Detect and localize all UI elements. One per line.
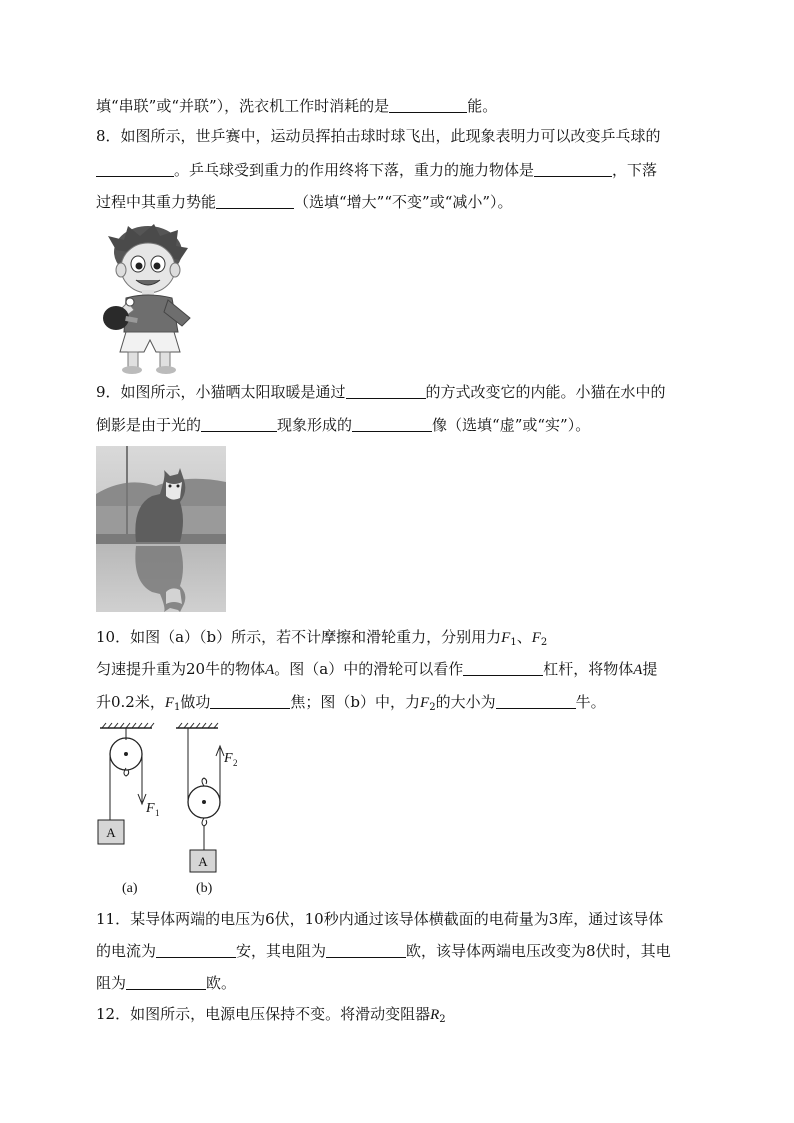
question-9-line-2 [96, 415, 590, 435]
question-8-line-1 [96, 126, 661, 146]
text: 焦；图（b）中，力 [290, 693, 421, 711]
text: 阻为 [96, 974, 127, 992]
symbol-a: A [633, 662, 643, 678]
text: （选填“增大”“不变”或“减小”）。 [294, 193, 513, 211]
subscript: 2 [439, 1014, 446, 1025]
answer-blank[interactable] [346, 382, 426, 399]
text: 的电流为 [96, 942, 157, 960]
symbol-f: F [501, 630, 511, 646]
text-line [96, 96, 497, 116]
text: 。乒乓球受到重力的作用终将下落，重力的施力物体是 [174, 161, 535, 179]
answer-blank[interactable] [352, 415, 432, 432]
text: 欧。 [206, 974, 237, 992]
answer-blank[interactable] [463, 659, 543, 676]
answer-blank[interactable] [389, 96, 467, 113]
text: ，下落 [612, 161, 658, 179]
text: 杠杆，将物体 [543, 660, 634, 678]
text: 的方式改变它的内能。小猫在水中的 [425, 383, 666, 401]
text: 像（选填“虚”或“实”）。 [432, 416, 591, 434]
symbol-f: F [164, 695, 175, 711]
cat-reflection-photo [96, 446, 226, 612]
caption-a: (a) [122, 881, 138, 896]
force-f1-label: F [146, 801, 155, 816]
subscript: 2 [540, 637, 548, 648]
text: 过程中其重力势能 [96, 193, 217, 211]
symbol-f: F [420, 695, 430, 711]
answer-blank[interactable] [210, 692, 290, 709]
text: 倒影是由于光的 [96, 416, 202, 434]
text: 10．如图（a）（b）所示，若不计摩擦和滑轮重力，分别用力 [96, 628, 502, 646]
text: 9．如图所示，小猫晒太阳取暖是通过 [96, 383, 346, 401]
text: 升0.2米， [96, 693, 165, 711]
answer-blank[interactable] [201, 415, 277, 432]
caption-b: (b) [196, 881, 213, 896]
text: 。图（a）中的滑轮可以看作 [274, 660, 464, 678]
movable-pulley-b [176, 723, 238, 896]
text: 11．某导体两端的电压为6伏，10秒内通过该导体横截面的电荷量为3库，通过该导体 [96, 910, 664, 928]
text: 安，其电阻为 [236, 942, 327, 960]
text: 填“串联”或“并联”），洗衣机工作时消耗的是 [96, 97, 390, 115]
question-9-line-1 [96, 382, 666, 402]
text: 能。 [467, 97, 498, 115]
question-10-line-2 [96, 659, 657, 680]
table-tennis-player-illustration [98, 222, 198, 374]
text: 欧，该导体两端电压改变为8伏时，其电 [406, 942, 671, 960]
answer-blank[interactable] [496, 692, 576, 709]
question-10-line-1 [96, 627, 547, 648]
subscript: 2 [429, 702, 436, 713]
question-12-line-1 [96, 1004, 446, 1025]
text: 的大小为 [435, 693, 496, 711]
question-11-line-2 [96, 941, 671, 961]
symbol-a: A [265, 662, 275, 678]
fixed-pulley-a [98, 723, 160, 896]
question-10-line-3 [96, 692, 606, 713]
block-b-label: A [198, 854, 208, 869]
answer-blank[interactable] [216, 192, 294, 209]
text: 、 [516, 628, 532, 646]
force-f2-subscript: 2 [233, 758, 238, 768]
pulley-diagram [94, 722, 254, 902]
question-11-line-3 [96, 973, 236, 993]
text: 牛。 [575, 693, 606, 711]
symbol-f: F [531, 630, 541, 646]
symbol-r: R [430, 1007, 440, 1023]
answer-blank[interactable] [326, 941, 406, 958]
text: 12．如图所示，电源电压保持不变。将滑动变阻器 [96, 1005, 431, 1023]
question-8-line-3 [96, 192, 513, 212]
question-11-line-1 [96, 909, 663, 929]
answer-blank[interactable] [126, 973, 206, 990]
answer-blank[interactable] [96, 160, 174, 177]
answer-blank[interactable] [534, 160, 612, 177]
force-f1-subscript: 1 [155, 808, 160, 818]
subscript: 1 [510, 637, 517, 648]
block-a-label: A [106, 825, 116, 840]
question-8-line-2 [96, 160, 657, 180]
force-f2-label: F [224, 751, 233, 766]
text: 提 [642, 660, 658, 678]
text: 现象形成的 [277, 416, 353, 434]
text: 匀速提升重为20牛的物体 [96, 660, 266, 678]
text: 8．如图所示，世乒赛中，运动员挥拍击球时球飞出，此现象表明力可以改变乒乓球的 [96, 127, 661, 145]
answer-blank[interactable] [156, 941, 236, 958]
text: 做功 [180, 693, 211, 711]
subscript: 1 [174, 702, 181, 713]
